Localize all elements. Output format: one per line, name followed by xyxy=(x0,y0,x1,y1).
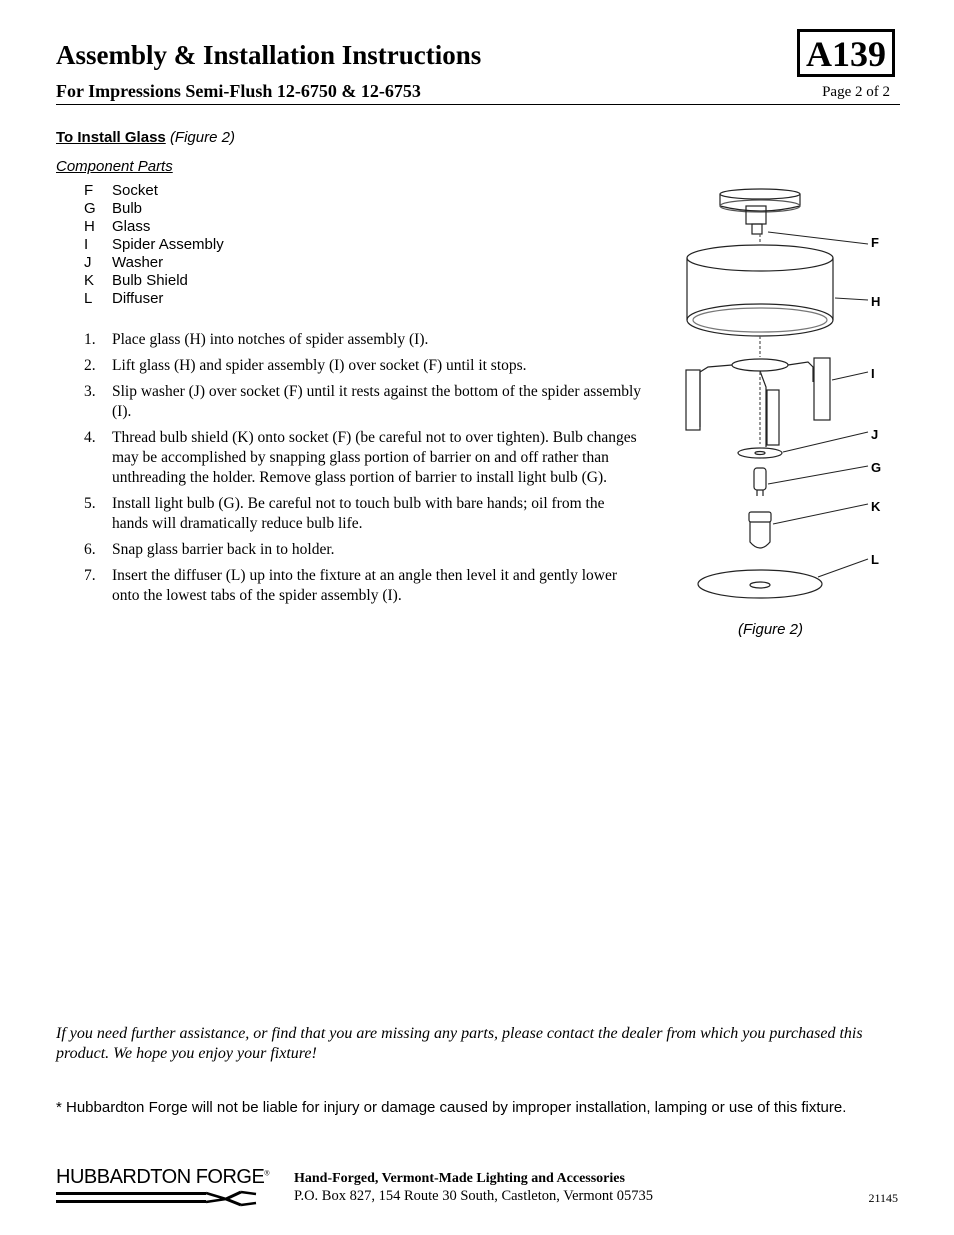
washer xyxy=(738,448,782,458)
step-item xyxy=(84,566,644,606)
document-code-box: A139 xyxy=(797,29,895,77)
step-item xyxy=(84,356,644,376)
part-item xyxy=(84,218,224,236)
label-J: J xyxy=(871,427,879,442)
component-parts-heading: Component Parts xyxy=(56,158,173,175)
step-number: 4. xyxy=(84,429,96,446)
step-number: 2. xyxy=(84,357,96,374)
diffuser xyxy=(698,570,822,598)
logo-tongs-icon xyxy=(56,1190,261,1208)
hubbardton-forge-logo xyxy=(56,1166,269,1208)
part-item xyxy=(84,200,224,218)
part-name: Bulb Shield xyxy=(112,272,188,289)
footer-address: P.O. Box 827, 154 Route 30 South, Castleton, Vermont 05735 xyxy=(294,1188,654,1204)
section-heading xyxy=(56,129,235,146)
step-text: Insert the diffuser (L) up into the fixture at an angle then level it and gently lower onto the lowest tabs of the spider assembly (I). xyxy=(112,567,618,604)
page-number: Page 2 of 2 xyxy=(822,84,890,100)
step-text: Slip washer (J) over socket (F) until it rests against the bottom of the spider assembly (I). xyxy=(112,383,642,420)
label-I: I xyxy=(871,366,875,381)
component-parts-list xyxy=(84,182,224,308)
step-item xyxy=(84,382,644,422)
step-item xyxy=(84,428,644,488)
footer-tagline: Hand-Forged, Vermont-Made Lighting and Accessories xyxy=(294,1171,625,1186)
logo-wordmark: HUBBARDTON FORGE® xyxy=(56,1166,269,1188)
step-text: Snap glass barrier back in to holder. xyxy=(112,541,335,558)
footer-document-number: 21145 xyxy=(868,1191,898,1205)
part-letter: J xyxy=(84,254,92,271)
part-item xyxy=(84,182,224,200)
step-text: Lift glass (H) and spider assembly (I) over socket (F) until it stops. xyxy=(112,357,527,374)
step-text: Place glass (H) into notches of spider assembly (I). xyxy=(112,331,429,348)
exploded-fixture-diagram xyxy=(680,182,895,607)
part-name: Diffuser xyxy=(112,290,164,307)
label-F: F xyxy=(871,235,879,250)
label-L: L xyxy=(871,552,879,567)
label-H: H xyxy=(871,294,881,309)
part-letter: L xyxy=(84,290,93,307)
step-number: 6. xyxy=(84,541,96,558)
step-text: Install light bulb (G). Be careful not to touch bulb with bare hands; oil from the hands will dramatically reduce bulb life. xyxy=(112,495,605,532)
part-item xyxy=(84,254,224,272)
part-letter: F xyxy=(84,182,94,199)
section-figure-ref: (Figure 2) xyxy=(169,129,235,146)
assistance-note: If you need further assistance, or find that you are missing any parts, please contact the dealer from which you purchased this product. We hope you enjoy your fixture! xyxy=(56,1025,863,1062)
step-number: 1. xyxy=(84,331,96,348)
part-name: Socket xyxy=(112,182,158,199)
part-letter: G xyxy=(84,200,96,217)
step-number: 3. xyxy=(84,383,96,400)
product-subtitle: For Impressions Semi-Flush 12-6750 & 12-6753 xyxy=(56,81,421,101)
step-text: Thread bulb shield (K) onto socket (F) (be careful not to over tighten). Bulb changes may be accomplished by snapping glass portion of barrier on and off rather than unthreading the holder. Remove glass portion of barrier to install light bulb (G). xyxy=(112,429,637,486)
page-title: Assembly & Installation Instructions xyxy=(56,40,482,70)
light-bulb xyxy=(754,468,766,496)
part-item xyxy=(84,236,224,254)
part-letter: I xyxy=(84,236,89,253)
part-item xyxy=(84,290,224,308)
part-item xyxy=(84,272,224,290)
section-title: To Install Glass xyxy=(56,129,166,146)
part-name: Washer xyxy=(112,254,164,271)
figure-caption: (Figure 2) xyxy=(738,621,804,638)
part-name: Spider Assembly xyxy=(112,236,224,253)
step-number: 7. xyxy=(84,567,96,584)
spider-assembly xyxy=(686,358,830,447)
step-item xyxy=(84,494,644,534)
installation-steps xyxy=(84,330,644,612)
label-G: G xyxy=(871,460,882,475)
step-number: 5. xyxy=(84,495,96,512)
part-name: Bulb xyxy=(112,200,143,217)
ceiling-canopy xyxy=(720,189,800,234)
part-letter: K xyxy=(84,272,95,289)
step-item xyxy=(84,330,644,350)
step-item xyxy=(84,540,644,560)
part-letter: H xyxy=(84,218,95,235)
bulb-shield xyxy=(749,512,771,548)
liability-disclaimer: * Hubbardton Forge will not be liable for injury or damage caused by improper installation, lamping or use of this fixture. xyxy=(56,1099,847,1116)
label-K: K xyxy=(871,499,881,514)
glass-shade xyxy=(687,245,833,336)
part-name: Glass xyxy=(112,218,151,235)
leader-lines xyxy=(768,232,868,577)
header-divider xyxy=(56,104,900,105)
